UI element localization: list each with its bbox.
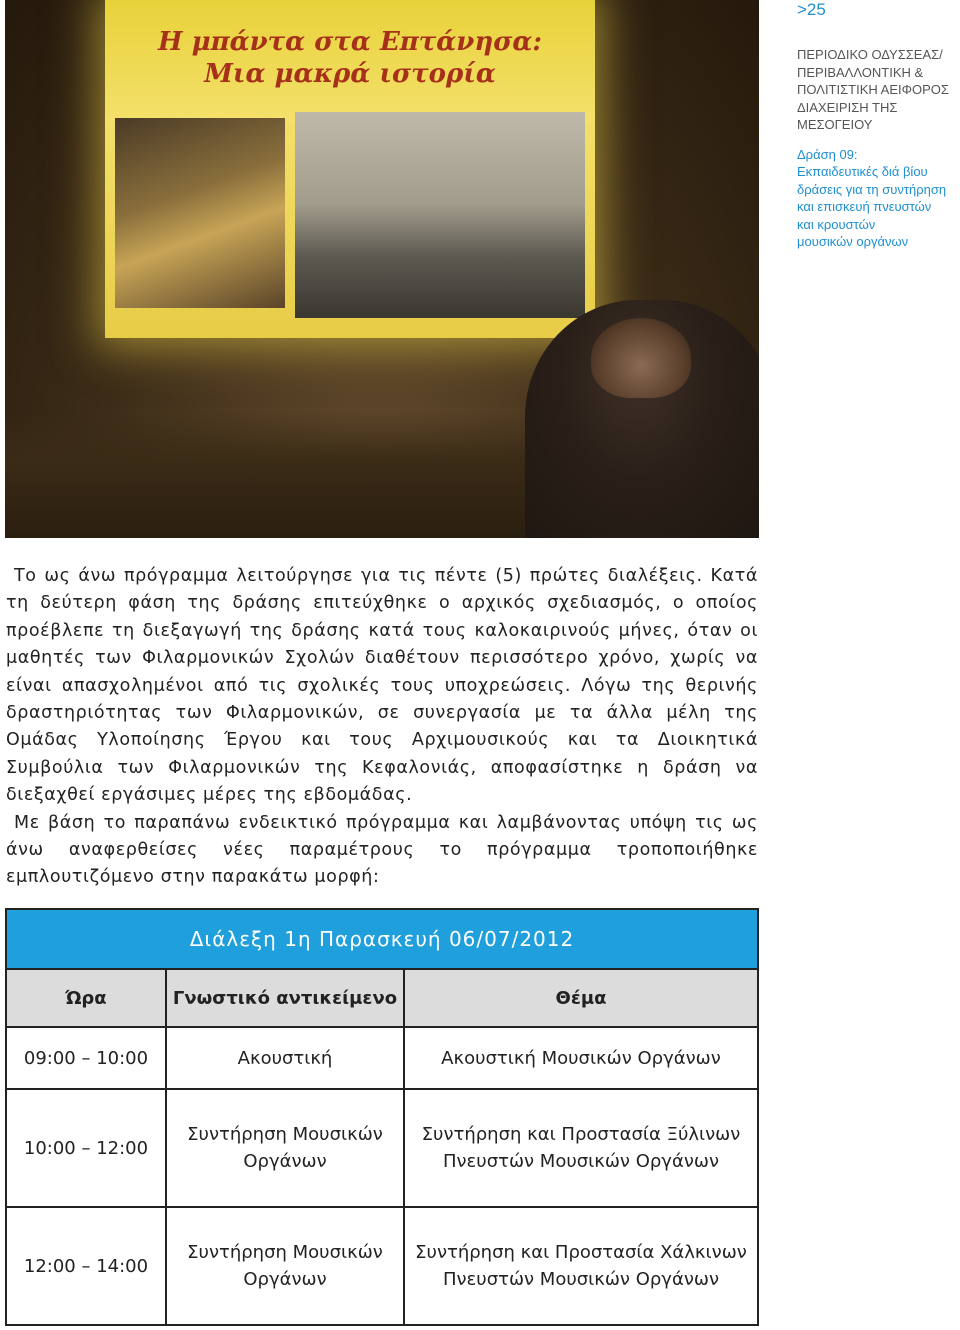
lecture-schedule-table <box>5 908 759 1326</box>
paragraph-1: Το ως άνω πρόγραμμα λειτούργησε για τις πέντε (5) πρώτες διαλέξεις. Κατά τη δεύτερη φάση της δράσης επιτεύχθηκε ο αρχικός σχεδιασμός, ο οποίος προέβλεπε τη διεξαγωγή της δράσης κατά τους καλοκαιρινούς μήνες, όταν οι μαθητές των Φιλαρμονικών Σχολών διαθέτουν περισσότερο χρόνο, χωρίς να είναι απασχολημένοι από τις σχολικές τους υποχρεώσεις. Λόγω της θερινής δραστηριότητας των Φιλαρμονικών, σε συνεργασία με τα άλλα μέλη της Ομάδας Υλοποίησης Έργου και τους Αρχιμουσικούς και τα Διοικητικά Συμβούλια των Φιλαρμονικών της Κεφαλονιάς, αποφασίστηκε η δράση να διεξαχθεί εργάσιμες μέρες της εβδομάδας. <box>6 566 758 806</box>
slide-title-line1: Η μπάντα στα Επτάνησα: <box>157 27 543 57</box>
body-text <box>6 563 758 892</box>
lecture-photo <box>5 0 759 538</box>
presenter-head <box>591 318 691 398</box>
slide-image-band <box>295 112 585 318</box>
journal-line: ΔΙΑΧΕΙΡΙΣΗ ΤΗΣ ΜΕΣΟΓΕΙΟΥ <box>797 99 898 132</box>
action-line: δράσεις για τη συντήρηση <box>797 181 947 197</box>
lecture-title-row <box>6 909 758 969</box>
sidebar <box>797 0 957 251</box>
journal-title <box>797 46 957 134</box>
page-number: >25 <box>797 0 826 19</box>
table-row <box>6 1027 758 1089</box>
table-row <box>6 1207 758 1325</box>
projection-screen <box>105 0 595 338</box>
action-line: Εκπαιδευτικές διά βίου <box>797 164 928 179</box>
journal-line: ΠΟΛΙΤΙΣΤΙΚΗ ΑΕΙΦΟΡΟΣ <box>797 82 949 97</box>
header-topic: Θέμα <box>404 969 758 1027</box>
header-subject: Γνωστικό αντικείμενο <box>166 969 404 1027</box>
paragraph-2: Με βάση το παραπάνω ενδεικτικό πρόγραμμα και λαμβάνοντας υπόψη τις ως άνω αναφερθείσες νέες παραμέτρους το πρόγραμμα τροποποιήθηκε εμπλουτιζόμενο στην παρακάτω μορφή: <box>6 812 758 888</box>
cell-time: 09:00 – 10:00 <box>6 1027 166 1089</box>
slide-title-line2: Μια μακρά ιστορία <box>204 59 496 89</box>
table-row <box>6 1089 758 1207</box>
action-line: Δράση 09: <box>797 146 858 162</box>
cell-subject: Ακουστική <box>166 1027 404 1089</box>
header-time: Ώρα <box>6 969 166 1027</box>
cell-topic: Ακουστική Μουσικών Οργάνων <box>404 1027 758 1089</box>
cell-time: 10:00 – 12:00 <box>6 1089 166 1207</box>
cell-time: 12:00 – 14:00 <box>6 1207 166 1325</box>
cell-topic: Συντήρηση και Προστασία Ξύλινων Πνευστών Μουσικών Οργάνων <box>404 1089 758 1207</box>
cell-subject: Συντήρηση Μουσικών Οργάνων <box>166 1089 404 1207</box>
table-header-row <box>6 969 758 1027</box>
journal-line: ΠΕΡΙΟΔΙΚΟ ΟΔΥΣΣΕΑΣ/ <box>797 47 943 62</box>
action-line: και επισκευή πνευστών <box>797 199 932 214</box>
lecture-title: Διάλεξη 1η Παρασκευή 06/07/2012 <box>6 909 758 969</box>
cell-topic: Συντήρηση και Προστασία Χάλκινων Πνευστών Μουσικών Οργάνων <box>404 1207 758 1325</box>
slide-image-dancers <box>115 118 285 308</box>
journal-line: ΠΕΡΙΒΑΛΛΟΝΤΙΚΗ & <box>797 64 924 80</box>
action-title <box>797 146 957 251</box>
action-line: και κρουστών <box>797 216 876 232</box>
cell-subject: Συντήρηση Μουσικών Οργάνων <box>166 1207 404 1325</box>
action-line: μουσικών οργάνων <box>797 234 909 249</box>
